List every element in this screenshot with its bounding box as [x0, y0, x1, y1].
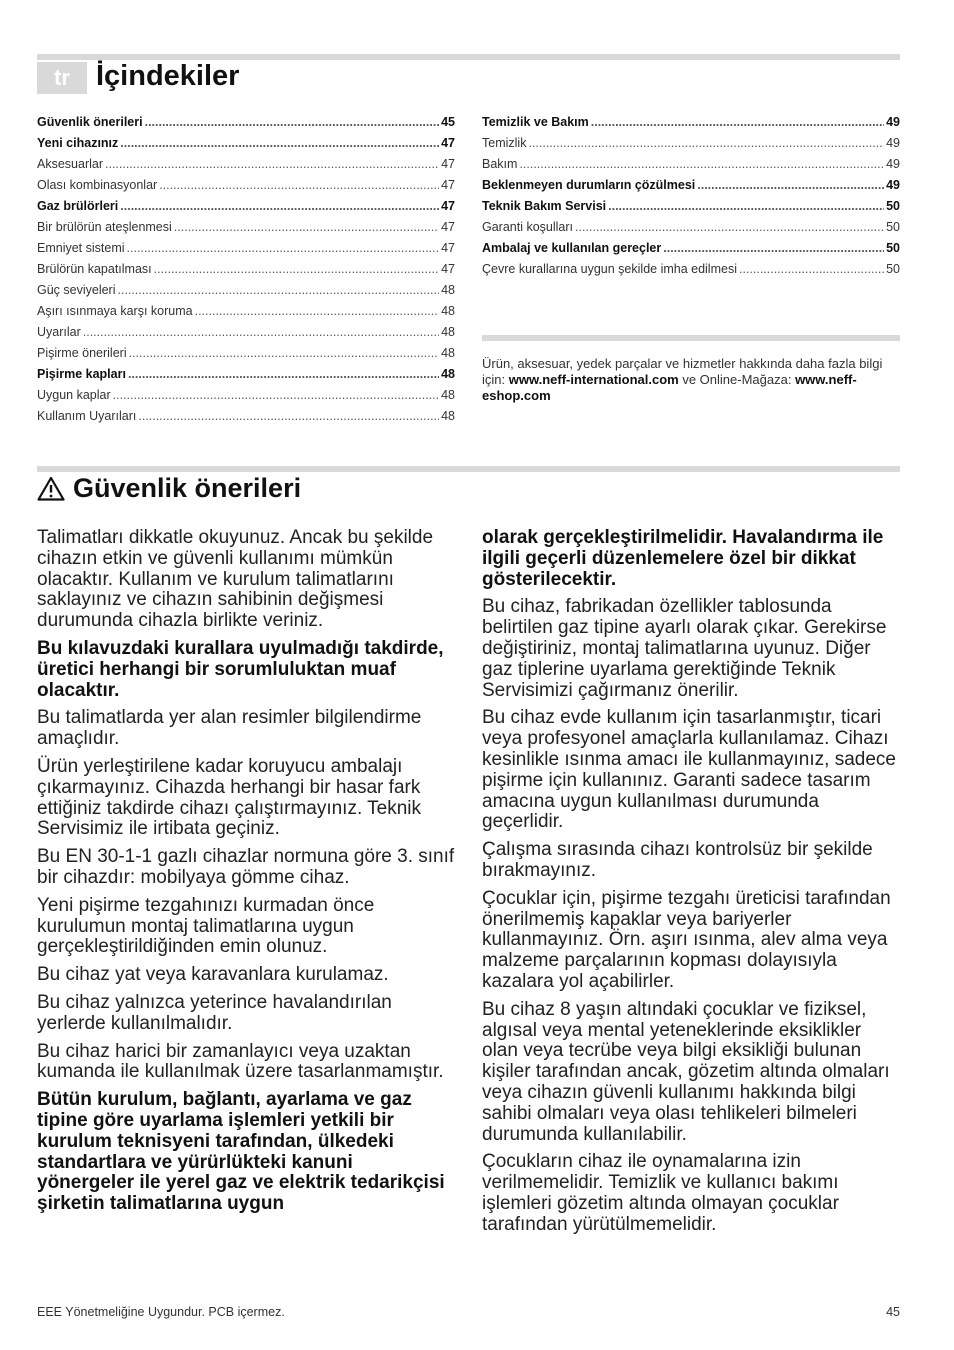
toc-entry-page: 48	[441, 325, 455, 339]
toc-entry-page: 48	[441, 346, 455, 360]
toc-entry-page: 48	[441, 367, 455, 381]
toc-right-column	[482, 115, 900, 283]
toc-leader-dots	[697, 178, 884, 192]
toc-entry-label: Teknik Bakım Servisi	[482, 199, 607, 213]
toc-leader-dots	[528, 136, 884, 150]
toc-leader-dots	[608, 199, 884, 213]
toc-entry-label: Pişirme önerileri	[37, 346, 127, 360]
toc-title: İçindekiler	[96, 60, 240, 92]
info-text-2: ve Online-Mağaza:	[678, 372, 796, 387]
section-divider	[37, 466, 900, 472]
toc-leader-dots	[519, 157, 884, 171]
toc-entry-page: 49	[886, 115, 900, 129]
section-right-column	[482, 528, 900, 1243]
toc-entry-label: Aşırı ısınmaya karşı koruma	[37, 304, 193, 318]
toc-entry-label: Temizlik	[482, 136, 527, 150]
info-link-international[interactable]: www.neff-international.com	[508, 372, 679, 387]
toc-entry-label: Çevre kurallarına uygun şekilde imha edilmesi	[482, 262, 737, 276]
toc-entry-page: 47	[441, 241, 455, 255]
toc-leader-dots	[118, 283, 440, 297]
toc-entry[interactable]	[482, 178, 900, 199]
toc-entry[interactable]	[37, 199, 455, 220]
body-paragraph: Bu cihaz, fabrikadan özellikler tablosunda belirtilen gaz tipine ayarlı olarak çıkar. Gerekirse değiştiriniz, montaj talimatlarına uyunuz. Diğer gaz tiplerine uyarlama gerektiğinde Teknik Servisimizi çağırmanız önerilir.	[482, 596, 887, 701]
toc-entry[interactable]	[482, 136, 900, 157]
info-link-eshop[interactable]: www.neff-eshop.com	[482, 372, 857, 403]
toc-entry[interactable]	[37, 325, 455, 346]
toc-entry-label: Ambalaj ve kullanılan gereçler	[482, 241, 662, 255]
toc-entry-label: Uyarılar	[37, 325, 81, 339]
toc-entry-page: 48	[441, 409, 455, 423]
info-note	[482, 356, 900, 404]
toc-entry-page: 48	[441, 283, 455, 297]
toc-entry[interactable]	[37, 178, 455, 199]
body-paragraph: Bu cihaz yat veya karavanlara kurulamaz.	[37, 964, 389, 986]
body-paragraph: Çocukların cihaz ile oynamalarına izin verilmemelidir. Temizlik ve kullanıcı bakımı işlemleri gözetim altında olmayan çocuklar tarafından yürütülmemelidir.	[482, 1151, 839, 1235]
toc-entry[interactable]	[482, 199, 900, 220]
toc-entry[interactable]	[482, 115, 900, 136]
toc-leader-dots	[145, 115, 440, 129]
toc-entry[interactable]	[482, 241, 900, 262]
body-paragraph: Bu talimatlarda yer alan resimler bilgilendirme amaçlıdır.	[37, 707, 422, 750]
toc-leader-dots	[575, 220, 884, 234]
toc-leader-dots	[159, 178, 439, 192]
warning-triangle-icon	[37, 476, 65, 501]
toc-entry-page: 48	[441, 388, 455, 402]
toc-entry-label: Gaz brülörleri	[37, 199, 119, 213]
toc-entry-page: 49	[886, 178, 900, 192]
toc-entry[interactable]	[37, 409, 455, 430]
toc-entry[interactable]	[37, 115, 455, 136]
body-paragraph: Bu cihaz evde kullanım için tasarlanmıştır, ticari veya profesyonel amaçlarla kullanılamaz. Cihazı kesinlikle ısınma amacı ile kullanmayınız, sadece pişirme için kullanınız. Garanti sadece tasarım amacına uygun kullanılması durumunda geçerlidir.	[482, 707, 896, 833]
footer-note: EEE Yönetmeliğine Uygundur. PCB içermez.	[37, 1305, 285, 1319]
toc-entry[interactable]	[37, 388, 455, 409]
toc-entry-label: Güvenlik önerileri	[37, 115, 143, 129]
toc-entry-page: 49	[886, 157, 900, 171]
toc-entry-label: Pişirme kapları	[37, 367, 126, 381]
toc-entry-label: Kullanım Uyarıları	[37, 409, 137, 423]
toc-entry[interactable]	[37, 283, 455, 304]
toc-leader-dots	[174, 220, 439, 234]
toc-leader-dots	[663, 241, 884, 255]
toc-leader-dots	[113, 388, 439, 402]
toc-entry-label: Bir brülörün ateşlenmesi	[37, 220, 172, 234]
body-paragraph: Yeni pişirme tezgahınızı kurmadan önce kurulumun montaj talimatlarına uygun gerçekleştirildiğinden emin olunuz.	[37, 894, 375, 958]
toc-entry-page: 47	[441, 178, 455, 192]
toc-entry-label: Olası kombinasyonlar	[37, 178, 158, 192]
toc-entry[interactable]	[482, 262, 900, 283]
info-divider	[482, 335, 900, 341]
toc-entry[interactable]	[37, 367, 455, 388]
toc-entry[interactable]	[37, 262, 455, 283]
toc-entry-page: 50	[886, 262, 900, 276]
section-title	[37, 473, 301, 504]
toc-entry-label: Yeni cihazınız	[37, 136, 119, 150]
toc-entry-label: Uygun kaplar	[37, 388, 111, 402]
toc-entry-page: 48	[441, 304, 455, 318]
toc-leader-dots	[129, 346, 439, 360]
toc-entry[interactable]	[37, 157, 455, 178]
toc-entry-page: 47	[441, 136, 455, 150]
toc-entry[interactable]	[482, 157, 900, 178]
toc-entry-label: Beklenmeyen durumların çözülmesi	[482, 178, 696, 192]
toc-entry-page: 50	[886, 241, 900, 255]
body-paragraph: Ürün yerleştirilene kadar koruyucu ambalajı çıkarmayınız. Cihazda herhangi bir hasar fark ettiğiniz takdirde cihazı çalıştırmayınız. Teknik Servisimiz ile irtibata geçiniz.	[37, 755, 422, 840]
language-badge: tr	[37, 62, 87, 94]
toc-entry[interactable]	[37, 304, 455, 325]
toc-leader-dots	[83, 325, 439, 339]
body-paragraph: Çocuklar için, pişirme tezgahı üreticisi tarafından önerilmemiş kapaklar veya bariyerler kullanmayınız. Örn. aşırı ısınma, alev alma veya malzeme parçalarının kopması dolayısıyla kazalara yol açabilirler.	[482, 887, 891, 992]
toc-leader-dots	[105, 157, 439, 171]
toc-leader-dots	[739, 262, 884, 276]
toc-entry-page: 47	[441, 157, 455, 171]
toc-entry-label: Brülörün kapatılması	[37, 262, 152, 276]
toc-entry-label: Güç seviyeleri	[37, 283, 116, 297]
body-paragraph: Çalışma sırasında cihazı kontrolsüz bir şekilde bırakmayınız.	[482, 839, 873, 881]
toc-entry[interactable]	[482, 220, 900, 241]
toc-leader-dots	[138, 409, 439, 423]
page-number: 45	[886, 1305, 900, 1319]
toc-left-column	[37, 115, 455, 430]
toc-leader-dots	[195, 304, 439, 318]
toc-entry[interactable]	[37, 136, 455, 157]
body-paragraph: Bu cihaz yalnızca yeterince havalandırılan yerlerde kullanılmalıdır.	[37, 991, 392, 1034]
toc-entry-page: 47	[441, 220, 455, 234]
toc-leader-dots	[120, 199, 439, 213]
toc-entry-page: 49	[886, 136, 900, 150]
body-paragraph: Bütün kurulum, bağlantı, ayarlama ve gaz tipine göre uyarlama işlemleri yetkili bir kurulum teknisyeni tarafından, ülkedeki standartlara ve yürürlükteki kanuni yönergeler ile yerel gaz ve elektrik tedarikçisi şirketin talimatlarına uygun	[37, 1089, 445, 1215]
toc-leader-dots	[591, 115, 884, 129]
section-left-column	[37, 528, 455, 1222]
section-title-text: Güvenlik önerileri	[73, 473, 302, 503]
toc-entry[interactable]	[37, 346, 455, 367]
body-paragraph: olarak gerçekleştirilmelidir. Havalandırma ile ilgili geçerli düzenlemelere özel bir dikkat gösterilecektir.	[482, 527, 884, 590]
toc-entry-label: Garanti koşulları	[482, 220, 574, 234]
toc-leader-dots	[128, 367, 439, 381]
toc-entry-label: Temizlik ve Bakım	[482, 115, 589, 129]
toc-entry[interactable]	[37, 241, 455, 262]
toc-entry-page: 47	[441, 262, 455, 276]
info-text-1: Ürün, aksesuar, yedek parçalar ve hizmetler hakkında daha fazla bilgi için:	[482, 356, 883, 387]
body-paragraph: Bu cihaz 8 yaşın altındaki çocuklar ve fiziksel, algısal veya mental yeteneklerinde eksiklikler olan veya tecrübe veya bilgi eksikliği bulunan kişiler tarafından ancak, gözetim altında olmaları veya cihazın güvenli kullanımı hakkında bilgi sahibi olmaları veya olası tehlikeleri bilmeleri durumunda kullanılabilir.	[482, 998, 890, 1145]
body-paragraph: Bu EN 30-1-1 gazlı cihazlar normuna göre 3. sınıf bir cihazdır: mobilyaya gömme cihaz.	[37, 846, 455, 888]
body-paragraph: Bu cihaz harici bir zamanlayıcı veya uzaktan kumanda ile kullanılmak üzere tasarlanmamıştır.	[37, 1040, 444, 1083]
toc-entry-label: Emniyet sistemi	[37, 241, 125, 255]
toc-entry-page: 45	[441, 115, 455, 129]
toc-entry[interactable]	[37, 220, 455, 241]
toc-entry-page: 47	[441, 199, 455, 213]
toc-leader-dots	[120, 136, 439, 150]
toc-entry-label: Bakım	[482, 157, 518, 171]
toc-entry-label: Aksesuarlar	[37, 157, 103, 171]
toc-entry-page: 50	[886, 220, 900, 234]
body-paragraph: Talimatları dikkatle okuyunuz. Ancak bu şekilde cihazın etkin ve güvenli kullanımı mümkün olacaktır. Kullanım ve kurulum talimatlarını saklayınız ve cihazın sahibinin değişmesi durumunda cihazla birlikte veriniz.	[37, 527, 434, 632]
toc-entry-page: 50	[886, 199, 900, 213]
toc-leader-dots	[127, 241, 440, 255]
body-paragraph: Bu kılavuzdaki kurallara uyulmadığı takdirde, üretici herhangi bir sorumluluktan muaf olacaktır.	[37, 637, 444, 701]
toc-leader-dots	[154, 262, 439, 276]
